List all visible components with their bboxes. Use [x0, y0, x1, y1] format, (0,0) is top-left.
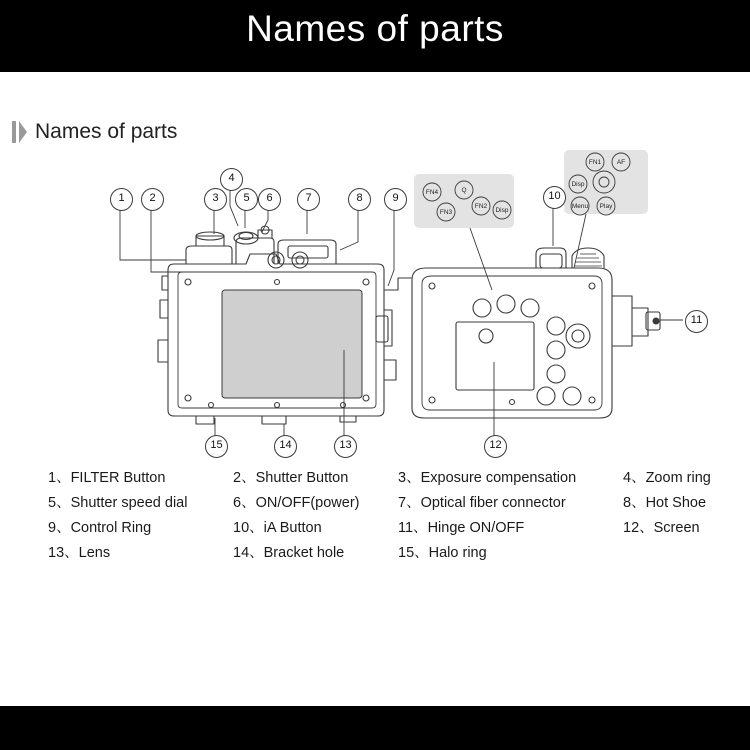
- svg-text:Menu: Menu: [571, 203, 589, 210]
- legend-label-15: Halo ring: [428, 545, 487, 561]
- legend-item-6: [233, 493, 398, 513]
- svg-text:Q: Q: [461, 187, 467, 194]
- callout-7: 7: [297, 188, 320, 211]
- legend-item-3: [398, 468, 623, 488]
- svg-text:FN2: FN2: [474, 203, 488, 210]
- callout-9: 9: [384, 188, 407, 211]
- callout-12: 12: [484, 435, 507, 458]
- callout-6: 6: [258, 188, 281, 211]
- svg-text:AF: AF: [616, 159, 626, 166]
- legend-num-1: 1、: [48, 470, 71, 486]
- callout-2: 2: [141, 188, 164, 211]
- legend-item-1: [48, 468, 233, 488]
- svg-text:FN4: FN4: [425, 189, 439, 196]
- callout-3: 3: [204, 188, 227, 211]
- section-heading: [12, 120, 177, 144]
- legend-label-2: Shutter Button: [255, 470, 349, 486]
- callout-4: 4: [220, 168, 243, 191]
- legend-item-8: [623, 493, 738, 513]
- legend-label-12: Screen: [653, 520, 700, 536]
- legend-label-3: Exposure compensation: [420, 470, 577, 486]
- legend-item-15: [398, 543, 623, 563]
- legend-label-13: Lens: [78, 545, 111, 561]
- legend-item-9: [48, 518, 233, 538]
- legend-num-7: 7、: [398, 495, 421, 511]
- legend-label-9: Control Ring: [70, 520, 152, 536]
- legend-num-13: 13、: [48, 545, 79, 561]
- legend-label-10: iA Button: [263, 520, 322, 536]
- callout-11: 11: [685, 310, 708, 333]
- bottom-black-bar: [0, 706, 750, 750]
- legend-num-10: 10、: [233, 520, 264, 536]
- legend-label-7: Optical fiber connector: [420, 495, 566, 511]
- section-heading-label: Names of parts: [35, 120, 178, 143]
- legend-item-2: [233, 468, 398, 488]
- parts-legend: [48, 468, 738, 563]
- legend-item-12: [623, 518, 738, 538]
- legend-item-13: [48, 543, 233, 563]
- legend-item-empty: [623, 543, 738, 563]
- callout-1: 1: [110, 188, 133, 211]
- svg-text:Disp: Disp: [495, 207, 509, 214]
- legend-label-1: FILTER Button: [70, 470, 166, 486]
- callout-14: 14: [274, 435, 297, 458]
- top-black-bar: [0, 0, 750, 72]
- legend-item-5: [48, 493, 233, 513]
- legend-num-6: 6、: [233, 495, 256, 511]
- legend-label-14: Bracket hole: [263, 545, 345, 561]
- legend-label-8: Hot Shoe: [645, 495, 707, 511]
- callout-15: 15: [205, 435, 228, 458]
- legend-item-10: [233, 518, 398, 538]
- legend-label-11: Hinge ON/OFF: [427, 520, 525, 536]
- parts-diagram: [0, 150, 750, 470]
- legend-item-7: [398, 493, 623, 513]
- legend-item-4: [623, 468, 738, 488]
- callout-5: 5: [235, 188, 258, 211]
- svg-text:Play: Play: [599, 203, 613, 210]
- svg-text:Disp: Disp: [571, 181, 585, 188]
- legend-label-6: ON/OFF(power): [255, 495, 360, 511]
- legend-num-14: 14、: [233, 545, 264, 561]
- callout-13: 13: [334, 435, 357, 458]
- legend-num-9: 9、: [48, 520, 71, 536]
- legend-num-5: 5、: [48, 495, 71, 511]
- svg-text:FN3: FN3: [439, 209, 453, 216]
- legend-num-2: 2、: [233, 470, 256, 486]
- legend-item-11: [398, 518, 623, 538]
- svg-text:FN1: FN1: [588, 159, 602, 166]
- legend-num-12: 12、: [623, 520, 654, 536]
- legend-label-4: Zoom ring: [645, 470, 711, 486]
- callout-8: 8: [348, 188, 371, 211]
- legend-num-3: 3、: [398, 470, 421, 486]
- callout-10: 10: [543, 186, 566, 209]
- legend-num-11: 11、: [398, 520, 428, 536]
- legend-num-4: 4、: [623, 470, 646, 486]
- legend-num-15: 15、: [398, 545, 429, 561]
- legend-label-5: Shutter speed dial: [70, 495, 188, 511]
- page-title: Names of parts: [246, 8, 504, 49]
- double-chevron-right-icon: [12, 121, 28, 143]
- legend-num-8: 8、: [623, 495, 646, 511]
- legend-item-14: [233, 543, 398, 563]
